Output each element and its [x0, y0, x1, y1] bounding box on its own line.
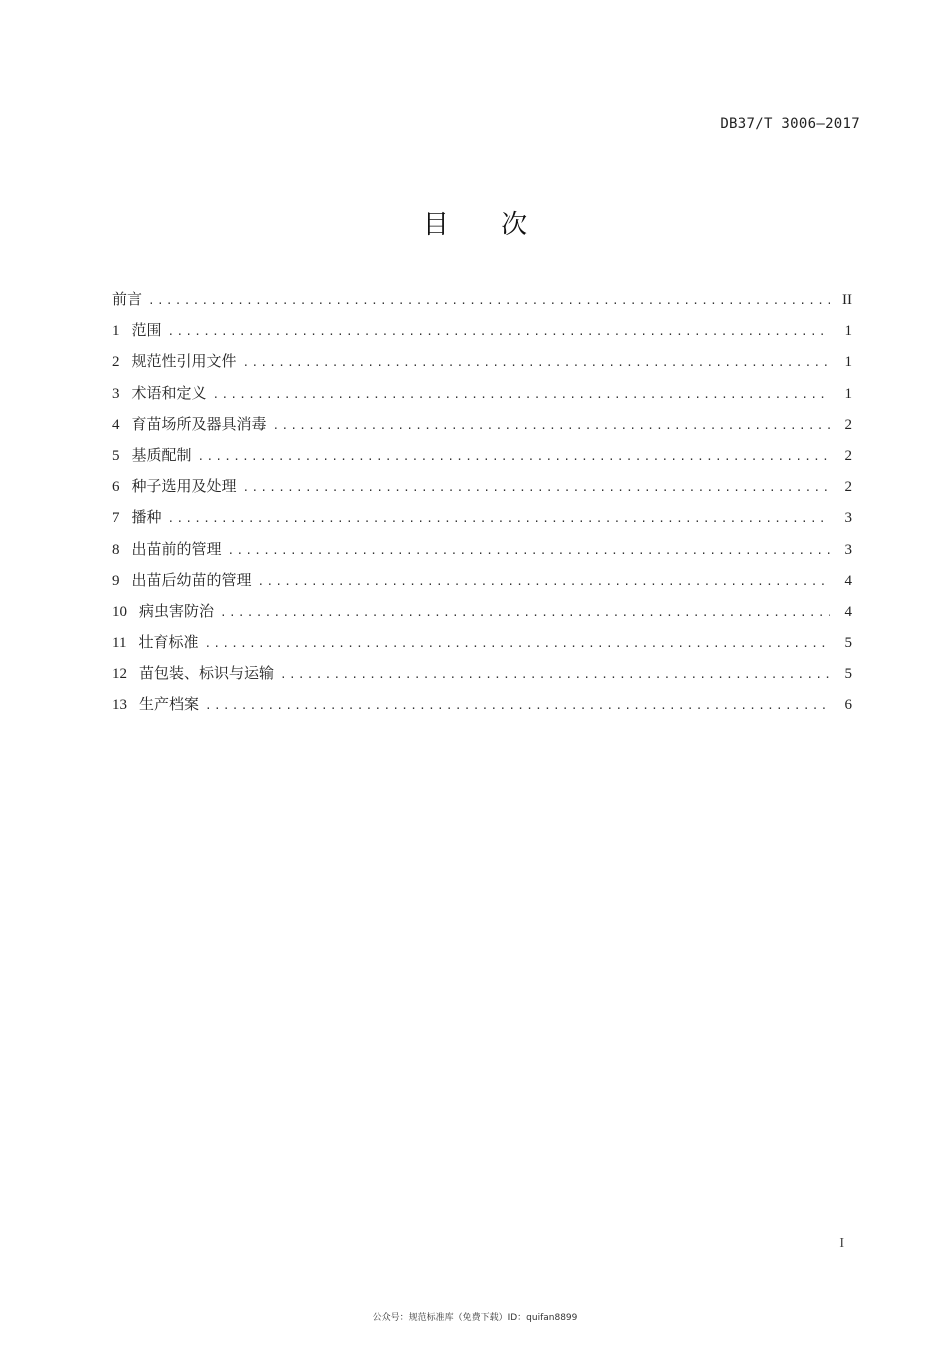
- toc-leader-dots: [148, 285, 830, 316]
- toc-entry-page: 2: [844, 416, 852, 433]
- toc-leader-dots: [280, 659, 830, 690]
- toc-entry[interactable]: [112, 471, 852, 502]
- toc-entry[interactable]: [112, 315, 852, 346]
- toc-entry-number: 9: [112, 572, 120, 589]
- toc-leader-dots: [228, 535, 830, 566]
- toc-leader-dots: [243, 347, 830, 378]
- page-number: I: [839, 1236, 844, 1251]
- toc-entry[interactable]: [112, 565, 852, 596]
- toc-entry[interactable]: [112, 658, 852, 689]
- toc-entry-title: 出苗后幼苗的管理: [131, 570, 252, 589]
- toc-entry-title: 出苗前的管理: [131, 539, 222, 558]
- toc-entry-title: 术语和定义: [131, 383, 207, 402]
- toc-entry-number: 6: [112, 479, 120, 496]
- toc-entry-title: 种子选用及处理: [131, 477, 237, 496]
- toc-entry-page: 3: [844, 541, 852, 558]
- toc-entry-title: 苗包装、标识与运输: [139, 664, 275, 683]
- toc-leader-dots: [273, 410, 830, 441]
- toc-entry-number: 12: [112, 666, 127, 683]
- toc-entry[interactable]: [112, 409, 852, 440]
- toc-entry-page: 1: [844, 354, 852, 371]
- toc-leader-dots: [213, 379, 830, 410]
- toc-entry-title: 壮育标准: [138, 633, 199, 652]
- toc-entry-title: 播种: [131, 508, 162, 527]
- toc-entry-number: 8: [112, 541, 120, 558]
- toc-entry-title: 育苗场所及器具消毒: [131, 414, 267, 433]
- toc-entry-number: 5: [112, 447, 120, 464]
- page-title: 目 次: [422, 210, 550, 240]
- toc-entry-title: 规范性引用文件: [131, 352, 237, 371]
- toc-entry[interactable]: [112, 378, 852, 409]
- toc-entry[interactable]: [112, 440, 852, 471]
- document-code: DB37/T 3006—2017: [720, 116, 860, 132]
- toc-entry-page: 4: [844, 572, 852, 589]
- toc-entry-page: 6: [844, 697, 852, 714]
- toc-entry-page: II: [842, 292, 852, 308]
- toc-entry-number: 7: [112, 510, 120, 527]
- toc-entry-number: 4: [112, 416, 120, 433]
- toc-entry-page: 3: [844, 510, 852, 527]
- toc-entry-title: 前言: [112, 290, 143, 308]
- toc-entry-number: 2: [112, 354, 120, 371]
- toc-entry-number: 10: [112, 603, 127, 620]
- toc-entry-number: 13: [112, 697, 127, 714]
- toc-leader-dots: [205, 690, 830, 721]
- toc-leader-dots: [220, 597, 830, 628]
- toc-entry[interactable]: [112, 284, 852, 315]
- toc-entry-title: 基质配制: [131, 445, 192, 464]
- footer-note: 公众号：规范标准库（免费下载）ID：quifan8899: [372, 1313, 578, 1323]
- toc-leader-dots: [168, 503, 830, 534]
- toc-entry-number: 1: [112, 323, 120, 340]
- toc-leader-dots: [198, 441, 830, 472]
- toc-entry[interactable]: [112, 596, 852, 627]
- toc-entry-page: 5: [844, 666, 852, 683]
- toc-entry-page: 1: [844, 385, 852, 402]
- toc-entry-page: 2: [844, 479, 852, 496]
- toc-entry[interactable]: [112, 502, 852, 533]
- toc-entry-page: 4: [844, 603, 852, 620]
- toc-leader-dots: [258, 566, 830, 597]
- toc-entry-title: 生产档案: [139, 695, 200, 714]
- toc-entry-page: 5: [844, 635, 852, 652]
- toc-entry[interactable]: [112, 346, 852, 377]
- toc-leader-dots: [243, 472, 830, 503]
- toc-entry-page: 2: [844, 447, 852, 464]
- toc-entry-title: 范围: [131, 321, 162, 340]
- toc-leader-dots: [204, 628, 830, 659]
- toc-entry-title: 病虫害防治: [139, 601, 215, 620]
- toc-leader-dots: [168, 316, 830, 347]
- toc-entry-number: 3: [112, 385, 120, 402]
- toc-entry[interactable]: [112, 627, 852, 658]
- toc-entry[interactable]: [112, 689, 852, 720]
- table-of-contents: [112, 284, 852, 721]
- toc-entry-page: 1: [844, 323, 852, 340]
- toc-entry[interactable]: [112, 534, 852, 565]
- toc-entry-number: 11: [112, 635, 127, 652]
